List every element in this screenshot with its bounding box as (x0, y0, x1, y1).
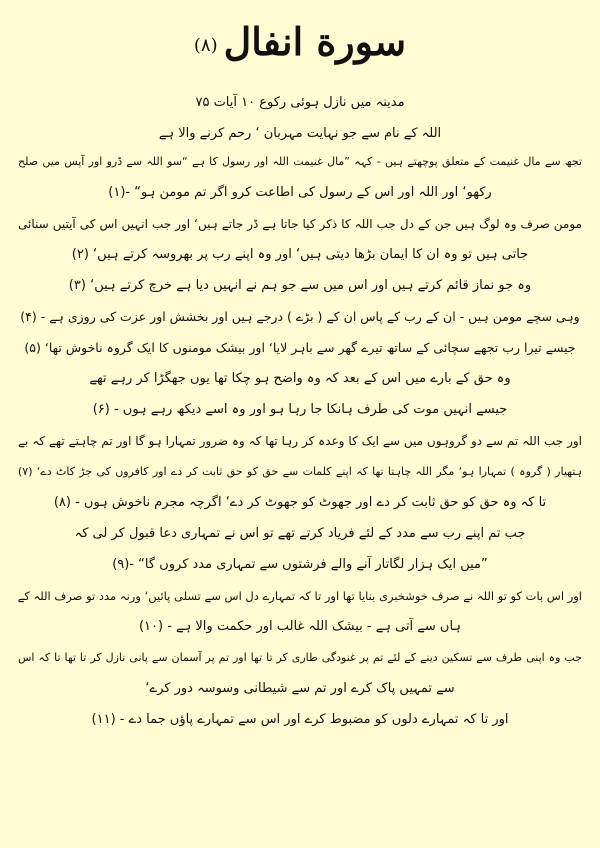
verse-line: رکھو‘ اور اللہ اور اس کے رسول کی اطاعت کرو اگر تم مومن ہو“ -(۱) (108, 185, 492, 200)
verse-line: ہاں سے آتی ہے - بیشک اللہ غالب اور حکمت والا ہے - (۱۰) (138, 619, 462, 634)
surah-header (0, 12, 600, 72)
verse-line: سے تمہیں پاک کرے اور تم سے شیطانی وسوسہ دور کرے‘ (145, 681, 455, 696)
verse-line: جیسے انہیں موت کی طرف ہانکا جا رہا ہو اور وہ اسے دیکھ رہے ہوں - (۶) (92, 402, 508, 417)
verse-line: جب تم اپنے رب سے مدد کے لئے فریاد کرتے تھے تو اس نے تمہاری دعا قبول کر لی کہ (74, 526, 526, 541)
surah-title-text: سورة انفال (223, 19, 407, 64)
verse-line: وہ حق کے بارے میں اس کے بعد کہ وہ واضح ہو چکا تھا یوں جھگڑا کر رہے تھے (89, 371, 511, 386)
verse-line: اور جب اللہ تم سے دو گروہوں میں سے ایک کا وعدہ کر رہا تھا کہ وہ ضرور تمہارا ہو گا اور تم چاہتے تھے کہ بے (18, 434, 582, 448)
basmala: اللہ کے نام سے جو نہایت مہربان ‘ رحم کرنے والا ہے (158, 126, 442, 141)
verse-line: ہتھیار ( گروہ ) تمہارا ہو‘ مگر اللہ چاہتا تھا کہ اپنے کلمات سے حق کو حق ثابت کر دے اور کافروں کی جڑ کاٹ دے‘ (۷) (18, 465, 582, 478)
verse-line: تا کہ وہ حق کو حق ثابت کر دے اور جھوٹ کو جھوٹ کر دے‘ اگرچہ مجرم ناخوش ہوں - (۸) (53, 495, 547, 510)
verse-line: اور اس بات کو تو اللہ نے صرف خوشخبری بنایا تھا اور تا کہ تمہارے دل اس سے تسلی پائیں‘ ورنہ مدد تو صرف اللہ کے (18, 589, 582, 603)
revelation-info: مدینہ میں نازل ہوئی رکوع ۱۰ آیات ۷۵ (195, 95, 405, 110)
verse-line: جیسے تیرا رب تجھے سچائی کے ساتھ تیرے گھر سے باہر لایا‘ اور بیشک مومنوں کا ایک گروہ ناخوش تھا‘ (۵) (24, 340, 576, 355)
verse-line: مومن صرف وہ لوگ ہیں جن کے دل جب اللہ کا ذکر کیا جاتا ہے ڈر جاتے ہیں‘ اور جب انہیں اس کی آیتیں سنائی (18, 217, 582, 231)
verse-text-block (18, 152, 582, 741)
surah-number: (۸) (193, 34, 218, 56)
verse-line: جب وہ اپنی طرف سے تسکین دینے کے لئے تم پر غنودگی طاری کر تا تھا اور تم پر آسمان سے پانی نازل کر تا تھا تا کہ اس (18, 651, 582, 664)
verse-line: تجھ سے مال غنیمت کے متعلق پوچھتے ہیں - کہہ ”مال غنیمت اللہ اور رسول کا ہے “سو اللہ سے ڈرو اور آپس میں صلح (18, 155, 582, 168)
surah-title (194, 12, 406, 76)
verse-line: وہ جو نماز قائم کرتے ہیں اور اس میں سے جو ہم نے انہیں دیا ہے خرچ کرتے ہیں‘ (۳) (68, 278, 532, 293)
verse-line: وہی سچے مومن ہیں - ان کے رب کے پاس ان کے ( بڑے ) درجے ہیں اور بخشش اور عزت کی روزی ہے - (۴) (20, 309, 580, 324)
verse-line: جاتی ہیں تو وہ ان کا ایمان بڑھا دیتی ہیں‘ اور وہ اپنے رب پر بھروسہ کرتے ہیں‘ (۲) (71, 247, 529, 262)
verse-line: اور تا کہ تمہارے دلوں کو مضبوط کرے اور اس سے تمہارے پاؤں جما دے - (۱۱) (91, 712, 509, 727)
verse-line: ”میں ایک ہزار لگاتار آنے والے فرشتوں سے تمہاری مدد کروں گا“ -(۹) (112, 557, 488, 572)
